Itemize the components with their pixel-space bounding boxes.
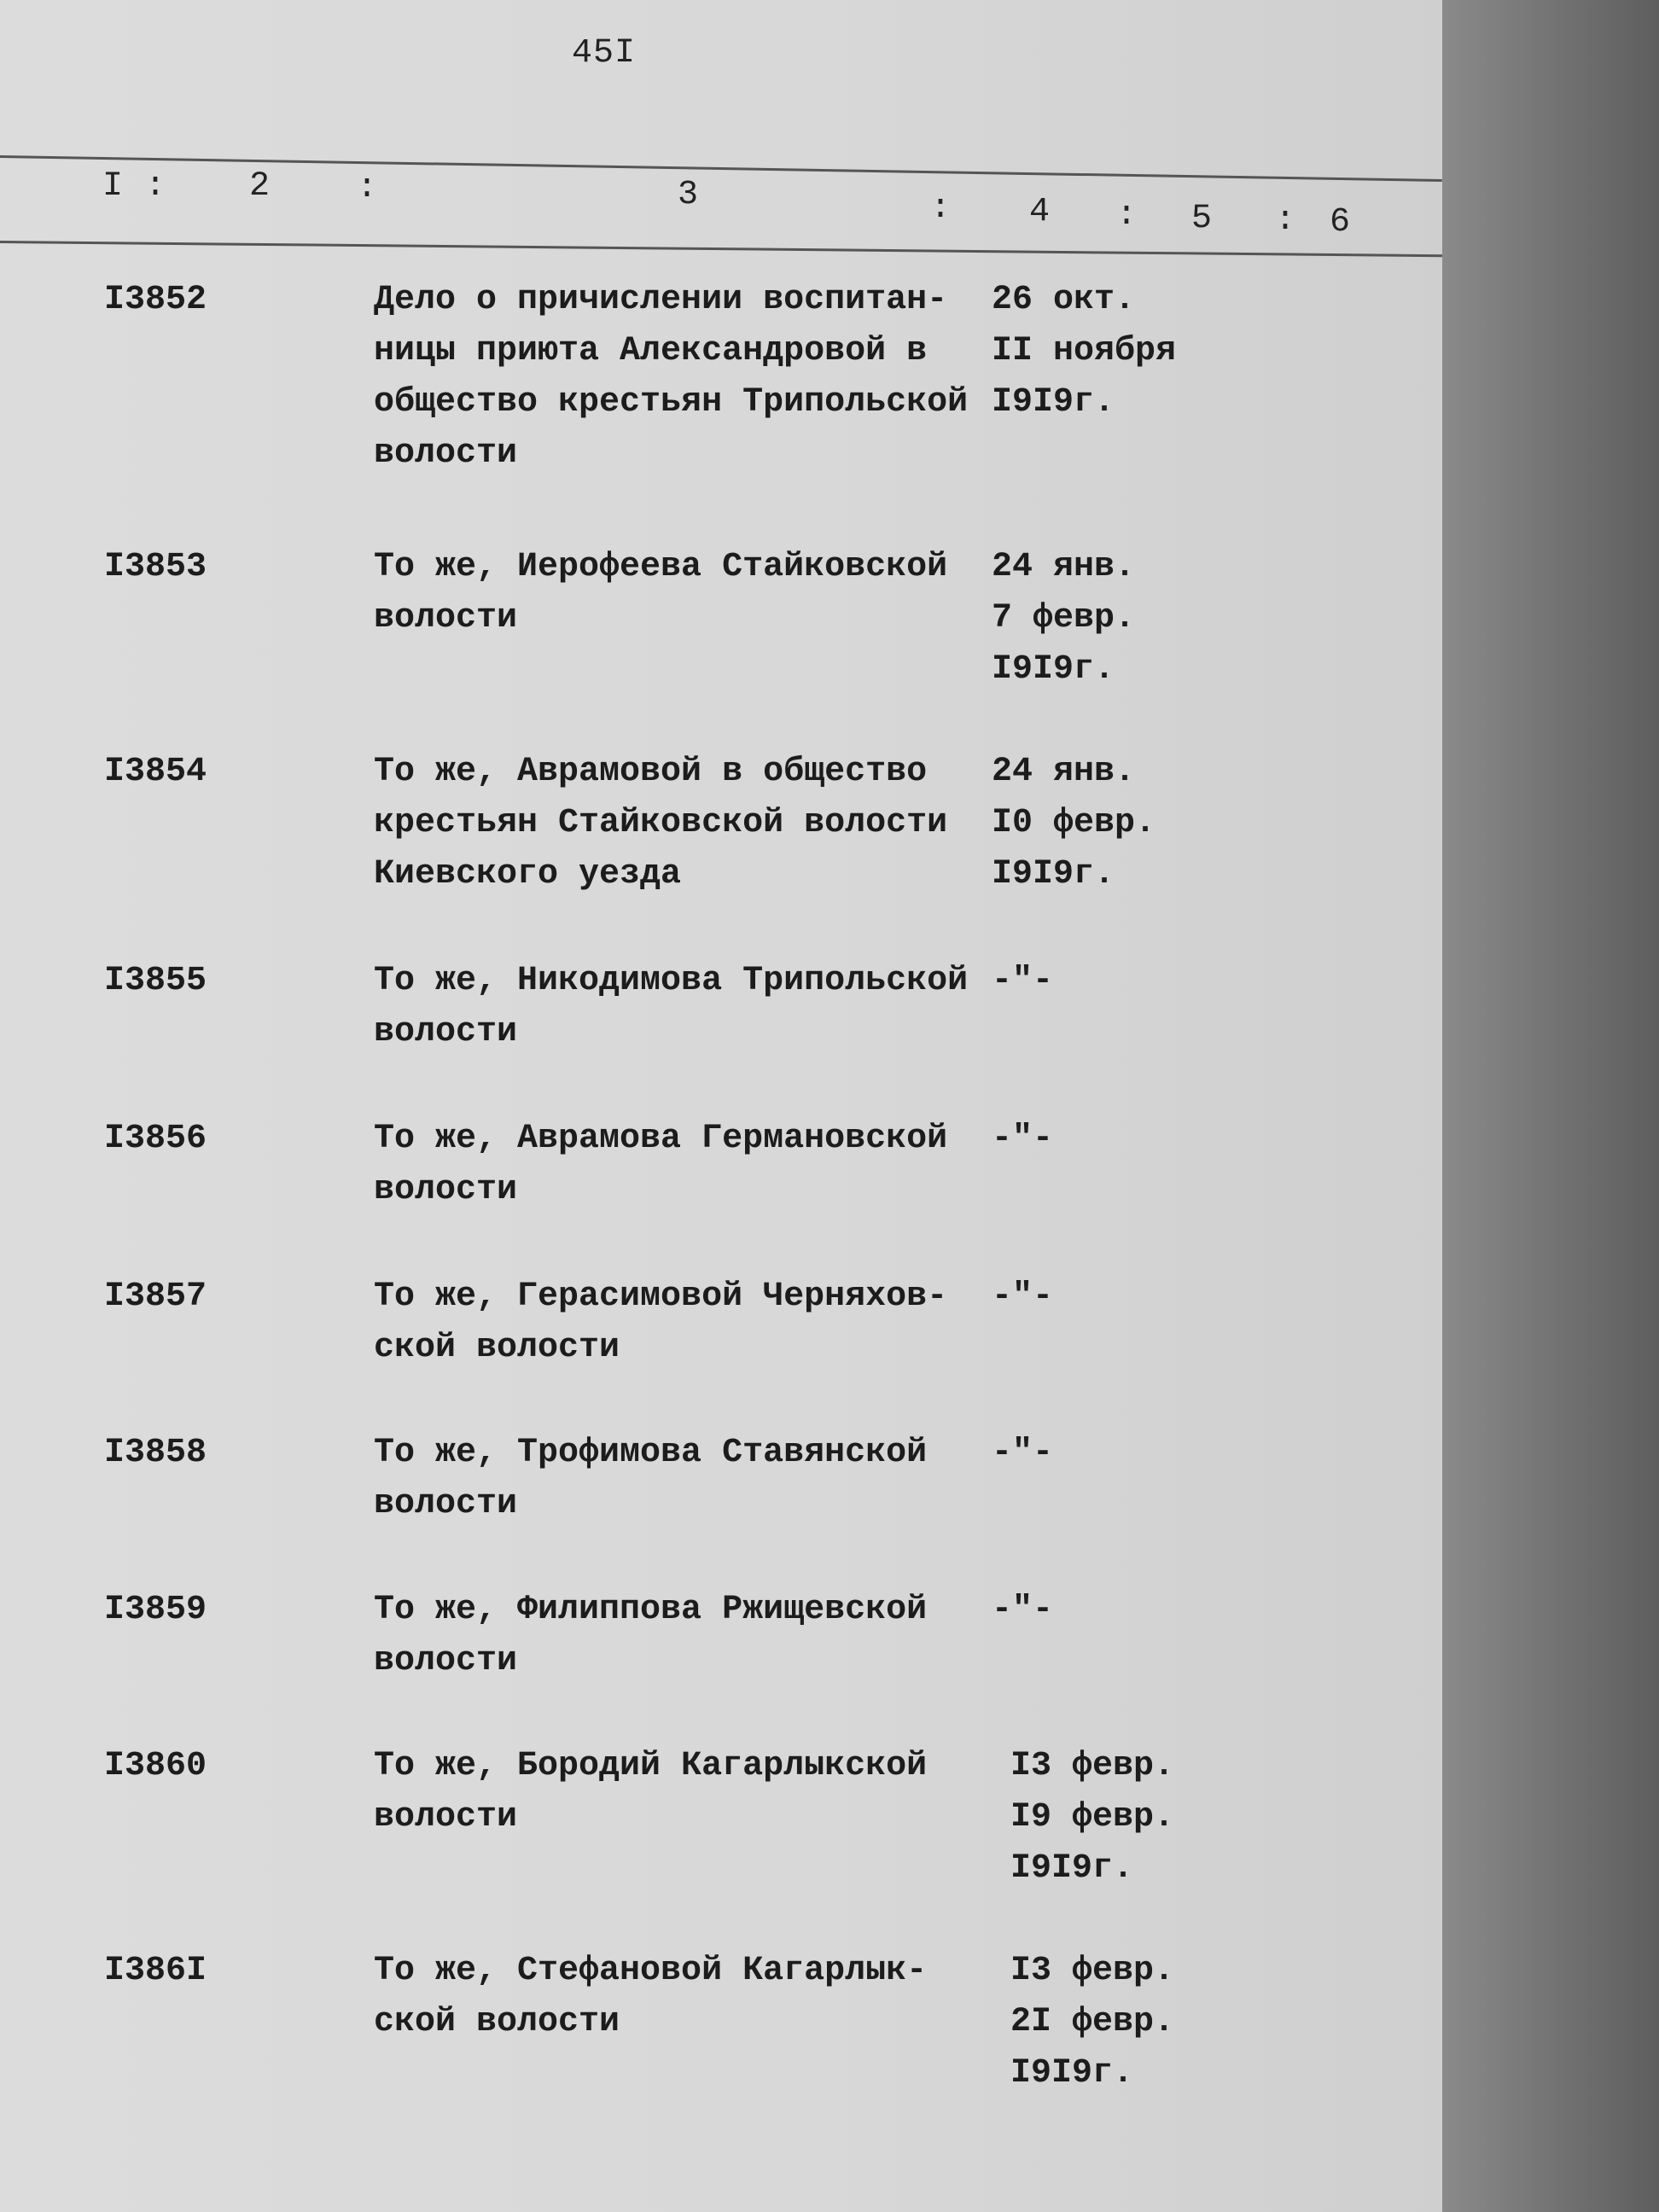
date-line: 24 янв. [992,548,1136,586]
record-number: I3857 [104,1278,207,1316]
date-line: I0 февр. [992,804,1156,842]
date-line: I9I9г. [992,855,1115,894]
description-line: крестьян Стайковской волости [374,804,948,842]
description-line: Дело о причислении воспитан- [374,281,948,319]
column-header-6: 6 [1330,203,1351,242]
column-separator: : [1275,201,1296,240]
record-number: I3855 [104,962,207,1000]
record-number: I386I [104,1952,207,1990]
description-line: ницы приюта Александровой в [374,332,928,370]
header-rule-top [0,155,1442,182]
description-line: То же, Аврамова Германовской [374,1120,948,1158]
date-line: I9I9г. [1010,1849,1134,1888]
description-line: ской волости [374,1329,620,1367]
date-line: -"- [992,1120,1054,1158]
column-header-5: 5 [1191,200,1213,238]
column-header-4: 4 [1029,193,1051,231]
description-line: То же, Бородий Кагарлыкской [374,1747,928,1785]
description-line: волости [374,434,518,473]
description-line: волости [374,1798,518,1837]
record-number: I3858 [104,1434,207,1472]
date-line: -"- [992,1591,1054,1629]
description-line: То же, Аврамовой в общество [374,753,928,791]
description-line: волости [374,1642,518,1680]
column-header-2: 2 [249,167,271,206]
description-line: То же, Герасимовой Черняхов- [374,1278,948,1316]
date-line: -"- [992,1278,1054,1316]
date-line: I9 февр. [1010,1798,1175,1837]
date-line: I3 февр. [1010,1747,1175,1785]
description-line: ской волости [374,2003,620,2041]
record-number: I3860 [104,1747,207,1785]
date-line: -"- [992,962,1054,1000]
date-line: I9I9г. [1010,2054,1134,2093]
description-line: волости [374,599,518,637]
description-line: То же, Трофимова Ставянской [374,1434,928,1472]
date-line: I9I9г. [992,383,1115,422]
date-line: II ноября [992,332,1177,370]
description-line: волости [374,1485,518,1523]
date-line: I3 февр. [1010,1952,1175,1990]
column-separator: : [930,189,952,228]
date-line: 24 янв. [992,753,1136,791]
date-line: I9I9г. [992,650,1115,689]
header-rule-bottom [0,241,1442,257]
page-number: 45I [572,34,637,73]
description-line: То же, Стефановой Кагарлык- [374,1952,928,1990]
description-line: То же, Иерофеева Стайковской [374,548,948,586]
column-separator: : [357,169,378,207]
description-line: То же, Филиппова Ржищевской [374,1591,928,1629]
date-line: 2I февр. [1010,2003,1175,2041]
column-header-1: I [102,167,124,206]
column-separator: : [1116,196,1138,235]
description-line: волости [374,1013,518,1051]
date-line: -"- [992,1434,1054,1472]
description-line: общество крестьян Трипольской [374,383,969,422]
record-number: I3853 [104,548,207,586]
record-number: I3856 [104,1120,207,1158]
description-line: То же, Никодимова Трипольской [374,962,969,1000]
date-line: 26 окт. [992,281,1136,319]
description-line: Киевского уезда [374,855,682,894]
record-number: I3854 [104,753,207,791]
record-number: I3859 [104,1591,207,1629]
description-line: волости [374,1171,518,1209]
page-edge-shadow [1442,0,1659,2212]
date-line: 7 февр. [992,599,1136,637]
column-separator: : [145,167,166,206]
column-header-3: 3 [678,176,699,214]
record-number: I3852 [104,281,207,319]
